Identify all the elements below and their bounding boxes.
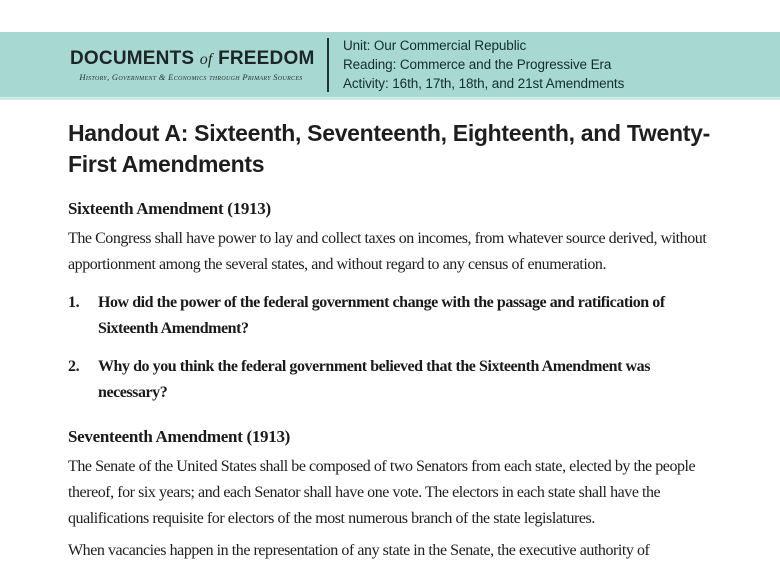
section-heading-seventeenth-amendment: Seventeenth Amendment (1913) [68, 427, 291, 446]
documents-of-freedom-logo [70, 47, 315, 82]
lesson-unit: Unit: Our Commercial Republic [343, 38, 527, 53]
section-heading-sixteenth-amendment: Sixteenth Amendment (1913) [68, 199, 271, 218]
header-band [0, 32, 780, 100]
question-list [68, 290, 716, 406]
seventeenth-amendment-text-continued: When vacancies happen in the representation of any state in the Senate, the executive authority of [68, 542, 650, 559]
sixteenth-amendment-text: The Congress shall have power to lay and collect taxes on incomes, from whatever source derived, without apportionment among the several states, and without regard to any census of enumeration. [68, 230, 707, 273]
logo-tagline: History, Government & Economics through Primary Sources [79, 71, 303, 82]
question-1: How did the power of the federal government change with the passage and ratification of Sixteenth Amendment? [98, 294, 665, 337]
handout-document [0, 100, 780, 564]
lesson-reading: Reading: Commerce and the Progressive Era [343, 57, 612, 72]
logo-wordmark [70, 47, 315, 71]
page-title: Handout A: Sixteenth, Seventeenth, Eighteenth, and Twenty-First Amendments [68, 120, 710, 177]
lesson-info [343, 36, 624, 93]
header-divider [327, 38, 329, 92]
seventeenth-amendment-text: The Senate of the United States shall be composed of two Senators from each state, elected by the people thereof, for six years; and each Senator shall have one vote. The electors in each state shall have the qualifications requisite for electors of the most numerous branch of the state legislatures. [68, 458, 696, 527]
logo-word-of: of [199, 50, 213, 68]
logo-word-freedom: FREEDOM [218, 47, 315, 69]
lesson-activity: Activity: 16th, 17th, 18th, and 21st Amendments [343, 76, 625, 91]
logo-word-documents: DOCUMENTS [70, 47, 195, 69]
question-2: Why do you think the federal government believed that the Sixteenth Amendment was necessary? [98, 358, 650, 401]
